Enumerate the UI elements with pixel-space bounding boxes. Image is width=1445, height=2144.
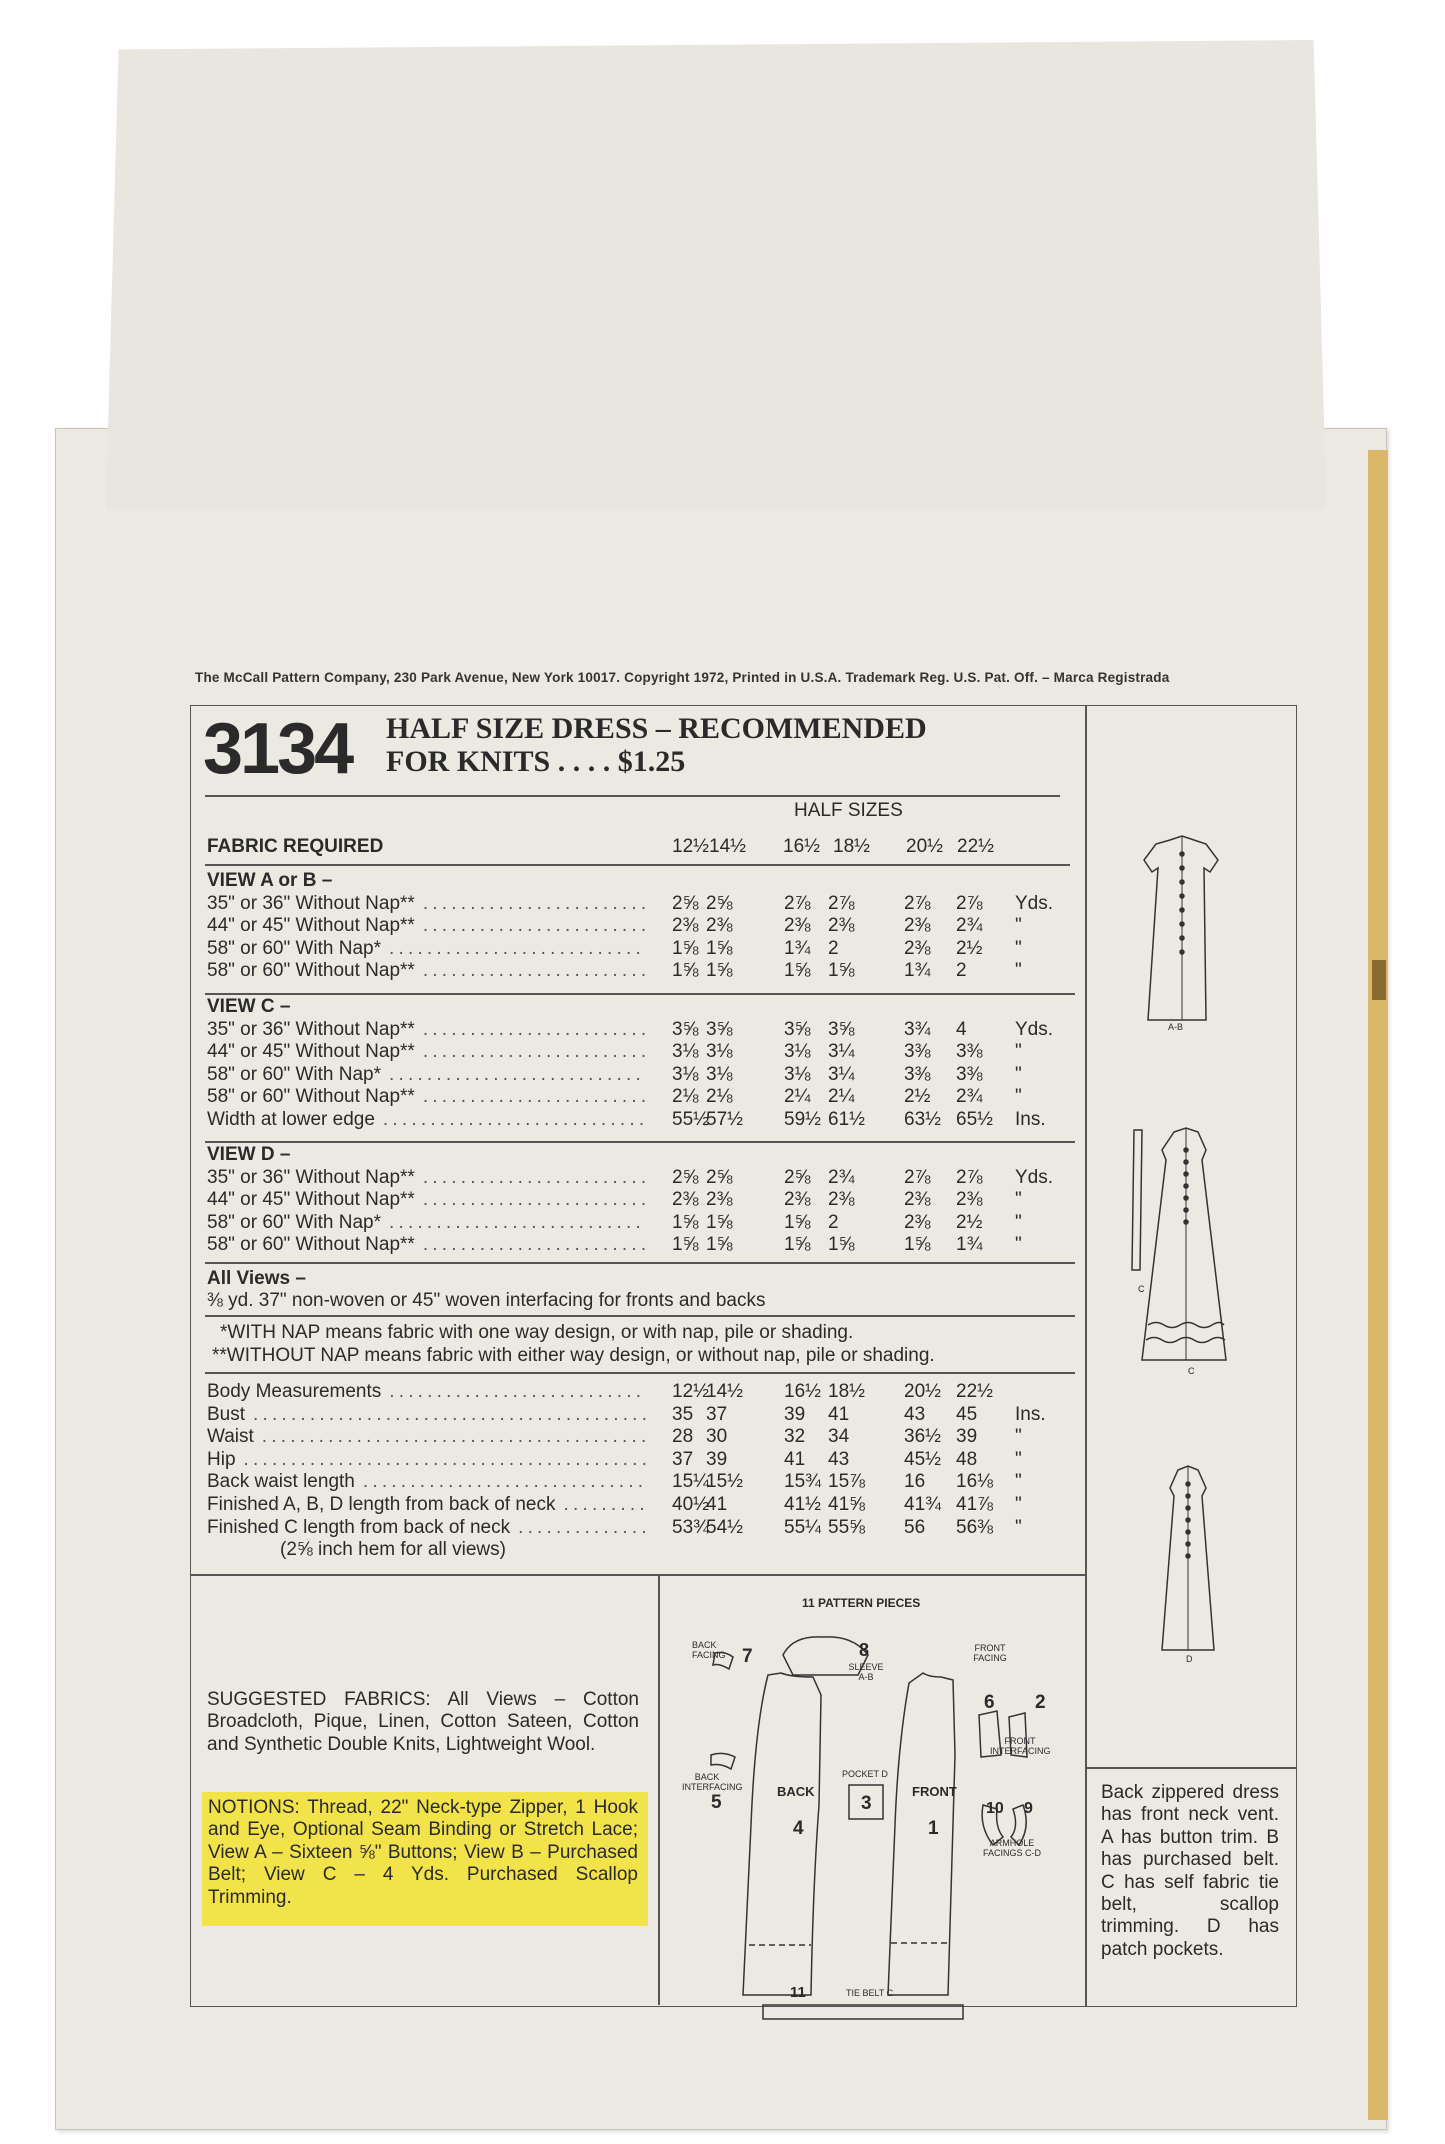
table-row-label: 58" or 60" With Nap* (207, 1063, 382, 1085)
leader-dots: ............................ (382, 1109, 649, 1130)
table-unit: " (1015, 1041, 1022, 1063)
dress-views-drawing (1090, 820, 1290, 1880)
size-header-cell: 12½ (672, 836, 709, 857)
table-unit: " (1015, 1189, 1022, 1211)
table-unit: " (1015, 1448, 1022, 1470)
table-cell: 34 (828, 1426, 850, 1448)
fabric-required-label: FABRIC REQUIRED (207, 836, 384, 857)
view-c-belt (1132, 1130, 1142, 1270)
back-facing-number: 7 (742, 1646, 753, 1667)
leader-dots: ........................... (389, 1381, 646, 1402)
table-cell: 2⅝ (706, 892, 733, 914)
table-row-label: Width at lower edge (207, 1109, 375, 1130)
leader-dots: ........................... (389, 1211, 645, 1233)
table-row-label: 44" or 45" Without Nap** (207, 1041, 415, 1063)
table-cell: 2⅜ (706, 915, 733, 937)
table-cell: 1⅝ (672, 937, 699, 959)
table-cell: 55½ (672, 1109, 709, 1130)
table-cell: 41¾ (904, 1494, 941, 1515)
table-cell: 2¼ (784, 1086, 811, 1108)
table-cell: 22½ (956, 1381, 993, 1402)
table-cell: 12½ (672, 1381, 709, 1402)
table-cell: 2 (828, 1211, 839, 1233)
table-cell: 2⅜ (784, 915, 811, 937)
table-divider (205, 1372, 1075, 1374)
leader-dots: ........................... (389, 1063, 645, 1085)
table-unit: Ins. (1015, 1403, 1046, 1425)
table-cell: 43 (828, 1448, 850, 1470)
leader-dots: .......................................... (253, 1403, 652, 1425)
table-cell: 2⅜ (828, 915, 855, 937)
table-cell: 2⅝ (672, 1166, 699, 1188)
table-unit: " (1015, 960, 1022, 982)
table-cell: 1⅝ (706, 1211, 733, 1233)
table-row-label: Finished A, B, D length from back of neck (207, 1494, 556, 1515)
table-cell: 3⅝ (706, 1018, 733, 1040)
size-header-cell: 16½ (783, 836, 820, 857)
table-row-label: Bust (207, 1403, 246, 1425)
leader-dots: ......................................... (261, 1426, 651, 1448)
tie-belt-number: 11 (790, 1984, 806, 2001)
view-c-dress (1142, 1128, 1226, 1360)
table-cell: 3⅝ (672, 1018, 699, 1040)
table-row-label: Back waist length (207, 1471, 355, 1493)
all-views-text: ⅜ yd. 37" non-woven or 45" woven interfacing for fronts and backs (207, 1290, 766, 1311)
view-c-belt-label: C (1138, 1284, 1145, 1294)
envelope-side-mark (1372, 960, 1386, 1000)
table-cell: 3⅛ (672, 1041, 699, 1063)
front-facing-number-6: 6 (984, 1692, 995, 1713)
table-unit: " (1015, 1471, 1022, 1493)
table-row-label: Hip (207, 1448, 236, 1470)
sleeve-number: 8 (859, 1640, 870, 1660)
table-cell: 3⅛ (706, 1063, 733, 1085)
table-cell: 3¾ (904, 1018, 931, 1040)
back-facing-label: BACK FACING (692, 1640, 726, 1660)
table-cell: 1⅝ (672, 960, 699, 982)
table-unit: " (1015, 1516, 1022, 1538)
front-number: 1 (928, 1818, 939, 1839)
table-cell: 18½ (828, 1381, 865, 1402)
table-cell: 2⅝ (784, 1166, 811, 1188)
back-interfacing-piece (711, 1753, 735, 1769)
notions: NOTIONS: Thread, 22" Neck-type Zipper, 1 Hook and Eye, Optional Seam Binding or Stretch Lace; View A – Sixteen ⅝" Buttons; View B – Purchased Belt; View C – 4 Yds. Purchased Scallop Trimming. (208, 1797, 638, 1908)
table-cell: 41⅝ (828, 1494, 865, 1515)
table-cell: 16⅛ (956, 1471, 993, 1493)
table-cell: 2⅞ (956, 1166, 983, 1188)
table-cell: 2⅞ (904, 892, 931, 914)
table-cell: 56 (904, 1516, 926, 1538)
view-d-label: D (1186, 1654, 1193, 1664)
table-unit: " (1015, 1086, 1022, 1108)
bottom-section-divider (190, 1574, 1085, 1576)
table-cell: 3⅝ (828, 1018, 855, 1040)
table-cell: 2¾ (956, 915, 983, 937)
table-cell: 2⅜ (956, 1189, 983, 1211)
table-cell: 39 (956, 1426, 978, 1448)
title-underline (205, 795, 1060, 797)
table-cell: 54½ (706, 1516, 743, 1538)
back-interfacing-number: 5 (711, 1792, 722, 1813)
back-piece (743, 1673, 821, 1995)
table-row-label: 58" or 60" Without Nap** (207, 1234, 415, 1256)
table-cell: 2⅞ (784, 892, 811, 914)
table-cell: 45½ (904, 1448, 941, 1470)
table-cell: 45 (956, 1403, 978, 1425)
leader-dots: ........................ (422, 1189, 651, 1211)
table-cell: 36½ (904, 1426, 941, 1448)
table-row-label: 35" or 36" Without Nap** (207, 892, 415, 914)
table-cell: 48 (956, 1448, 978, 1470)
pocket-number: 3 (861, 1793, 872, 1814)
leader-dots: .............. (518, 1516, 651, 1538)
back-label: BACK (777, 1784, 815, 1799)
table-cell: 1⅝ (784, 960, 811, 982)
armhole-label: ARMHOLE FACINGS C-D (982, 1838, 1041, 1858)
pattern-title (386, 712, 927, 778)
table-cell: 1⅝ (828, 960, 855, 982)
table-cell: 2⅛ (706, 1086, 733, 1108)
table-cell: 1¾ (904, 960, 931, 982)
table-unit: Yds. (1015, 892, 1054, 914)
table-row-label: 44" or 45" Without Nap** (207, 1189, 415, 1211)
table-row-label: 35" or 36" Without Nap** (207, 1018, 415, 1040)
table-cell: 2⅜ (828, 1189, 855, 1211)
table-cell: 41⅞ (956, 1494, 993, 1515)
table-cell: 2⅞ (828, 892, 855, 914)
leader-dots: ........................ (422, 960, 651, 982)
table-row-label: 35" or 36" Without Nap** (207, 1166, 415, 1188)
without-nap-note: **WITHOUT NAP means fabric with either way design, or without nap, pile or shading. (212, 1345, 935, 1366)
table-cell: 3⅛ (672, 1063, 699, 1085)
table-cell: 41 (784, 1448, 806, 1470)
table-cell: 2¼ (828, 1086, 855, 1108)
table-unit: Yds. (1015, 1166, 1054, 1188)
hem-note: (2⅝ inch hem for all views) (280, 1539, 506, 1561)
table-cell: 15⅞ (828, 1471, 865, 1493)
size-header-cell: 22½ (957, 836, 994, 857)
size-header-cell: 18½ (833, 836, 870, 857)
title-line-2: FOR KNITS . . . . $1.25 (386, 745, 686, 778)
view-c-label: C (1188, 1366, 1195, 1376)
table-cell: 3⅜ (956, 1041, 983, 1063)
table-cell: 2⅜ (904, 1189, 931, 1211)
table-cell: 1⅝ (706, 937, 733, 959)
table-cell: 61½ (828, 1109, 865, 1130)
table-divider (205, 1141, 1075, 1143)
table-cell: 1¾ (784, 937, 811, 959)
table-cell: 3¼ (828, 1041, 855, 1063)
envelope-flap (80, 40, 1365, 510)
view-ab-dress (1144, 836, 1218, 1020)
front-piece (888, 1673, 955, 1995)
table-cell: 1⅝ (904, 1234, 931, 1256)
table-cell: 3⅜ (956, 1063, 983, 1085)
table-cell: 43 (904, 1403, 926, 1425)
table-cell: 55⅝ (828, 1516, 865, 1538)
table-cell: 2⅝ (706, 1166, 733, 1188)
table-cell: 35 (672, 1403, 694, 1425)
table-cell: 16 (904, 1471, 926, 1493)
table-cell: 1⅝ (784, 1234, 811, 1256)
leader-dots: ........................................... (243, 1448, 652, 1470)
table-row-label: Body Measurements (207, 1381, 382, 1402)
table-cell: 2⅜ (904, 937, 931, 959)
table-cell: 14½ (706, 1381, 743, 1402)
table-row-label: 58" or 60" Without Nap** (207, 1086, 415, 1108)
table-row-label: 58" or 60" Without Nap** (207, 960, 415, 982)
table-cell: 16½ (784, 1381, 821, 1402)
table-cell: 15½ (706, 1471, 743, 1493)
leader-dots: ........................ (422, 1041, 651, 1063)
table-cell: 41 (706, 1494, 728, 1515)
table-cell: 2⅞ (904, 1166, 931, 1188)
table-cell: 2⅝ (672, 892, 699, 914)
back-interfacing-label: BACK INTERFACING (682, 1772, 743, 1792)
table-cell: 2⅜ (706, 1189, 733, 1211)
leader-dots: ........................ (422, 892, 651, 914)
table-cell: 2⅞ (956, 892, 983, 914)
leader-dots: ........................... (389, 937, 645, 959)
table-cell: 2⅜ (672, 1189, 699, 1211)
table-cell: 3¼ (828, 1063, 855, 1085)
leader-dots: ........................ (422, 1234, 651, 1256)
table-cell: 41½ (784, 1494, 821, 1515)
table-cell: 2 (956, 960, 967, 982)
table-cell: 40½ (672, 1494, 709, 1515)
table-cell: 4 (956, 1018, 967, 1040)
table-cell: 56⅜ (956, 1516, 993, 1538)
table-cell: 2½ (904, 1086, 931, 1108)
tie-belt-label: TIE BELT C (846, 1988, 894, 1998)
armhole-number-10: 10 (986, 1800, 1004, 1817)
table-cell: 3⅜ (904, 1063, 931, 1085)
front-facing-label: FRONT FACING (973, 1643, 1007, 1663)
back-number: 4 (793, 1818, 804, 1839)
table-cell: 2½ (956, 1211, 983, 1233)
table-unit: " (1015, 1494, 1022, 1515)
leader-dots: .............................. (362, 1471, 648, 1493)
table-cell: 2¾ (828, 1166, 855, 1188)
size-header-cell: 20½ (906, 836, 943, 857)
table-cell: 3⅛ (784, 1063, 811, 1085)
table-cell: 53¾ (672, 1516, 709, 1538)
table-cell: 2⅛ (672, 1086, 699, 1108)
all-views-heading: All Views – (207, 1268, 306, 1289)
leader-dots: ......... (563, 1494, 649, 1515)
table-unit: " (1015, 1211, 1022, 1233)
leader-dots: ........................ (422, 1086, 651, 1108)
pattern-pieces-heading: 11 PATTERN PIECES (802, 1596, 921, 1610)
table-divider (205, 1262, 1075, 1264)
table-cell: 3⅛ (784, 1041, 811, 1063)
table-unit: " (1015, 937, 1022, 959)
table-cell: 59½ (784, 1109, 821, 1130)
table-row-label: 44" or 45" Without Nap** (207, 915, 415, 937)
section-heading: VIEW D – (207, 1144, 291, 1165)
table-cell: 1⅝ (706, 960, 733, 982)
leader-dots: ........................ (422, 1018, 651, 1040)
view-ab-label: A-B (1168, 1022, 1184, 1032)
table-cell: 1⅝ (828, 1234, 855, 1256)
leader-dots: ........................ (422, 1166, 651, 1188)
table-divider (205, 1315, 1075, 1317)
table-unit: " (1015, 915, 1022, 937)
table-cell: 2½ (956, 937, 983, 959)
table-cell: 20½ (904, 1381, 941, 1402)
table-cell: 1⅝ (706, 1234, 733, 1256)
section-heading: VIEW A or B – (207, 870, 333, 891)
table-row-label: Waist (207, 1426, 254, 1448)
table-cell: 37 (706, 1403, 728, 1425)
table-cell: 30 (706, 1426, 728, 1448)
table-cell: 1⅝ (672, 1234, 699, 1256)
view-d-dress (1162, 1466, 1214, 1650)
with-nap-note: *WITH NAP means fabric with one way design, or with nap, pile or shading. (220, 1322, 854, 1343)
company-line: The McCall Pattern Company, 230 Park Avenue, New York 10017. Copyright 1972, Printed in U.S.A. Trademark Reg. U.S. Pat. Off. – Marca Registrada (195, 670, 1170, 685)
table-cell: 1¾ (956, 1234, 983, 1256)
table-cell: 15¼ (672, 1471, 709, 1493)
table-cell: 3⅜ (904, 1041, 931, 1063)
sizes-underline (205, 864, 1070, 866)
table-cell: 2⅜ (672, 915, 699, 937)
front-interfacing-label: FRONT INTERFACING (990, 1736, 1051, 1756)
table-cell: 41 (828, 1403, 850, 1425)
table-row-label: 58" or 60" With Nap* (207, 1211, 382, 1233)
table-cell: 3⅛ (706, 1041, 733, 1063)
table-cell: 1⅝ (784, 1211, 811, 1233)
table-unit: Yds. (1015, 1018, 1054, 1040)
views-description: Back zippered dress has front neck vent. A has button trim. B has purchased belt. C has self fabric tie belt, scallop trimming. D has patch pockets. (1101, 1782, 1279, 1960)
pocket-label: POCKET D (842, 1769, 888, 1779)
pattern-number: 3134 (203, 709, 352, 789)
table-cell: 39 (784, 1403, 806, 1425)
table-unit: " (1015, 1234, 1022, 1256)
table-unit: " (1015, 1063, 1022, 1085)
table-cell: 32 (784, 1426, 806, 1448)
table-cell: 15¾ (784, 1471, 821, 1493)
table-cell: 2⅜ (904, 1211, 931, 1233)
table-cell: 2⅜ (784, 1189, 811, 1211)
table-cell: 2⅜ (904, 915, 931, 937)
table-cell: 2¾ (956, 1086, 983, 1108)
table-cell: 57½ (706, 1109, 743, 1130)
table-cell: 1⅝ (672, 1211, 699, 1233)
leader-dots: ........................ (422, 915, 651, 937)
envelope-yellow-edge (1368, 450, 1388, 2120)
size-header-cell: 14½ (709, 836, 746, 857)
table-cell: 3⅝ (784, 1018, 811, 1040)
table-row-label: 58" or 60" With Nap* (207, 937, 382, 959)
section-heading: VIEW C – (207, 996, 291, 1017)
pieces-vertical-divider (658, 1575, 660, 2005)
half-sizes-heading: HALF SIZES (794, 800, 903, 821)
tie-belt-piece (763, 2005, 963, 2019)
table-divider (205, 993, 1075, 995)
table-unit: Ins. (1015, 1109, 1046, 1130)
title-line-1: HALF SIZE DRESS – RECOMMENDED (386, 712, 927, 745)
table-cell: 63½ (904, 1109, 941, 1130)
table-cell: 2 (828, 937, 839, 959)
table-cell: 65½ (956, 1109, 993, 1130)
front-label: FRONT (912, 1784, 957, 1799)
armhole-number-9: 9 (1024, 1800, 1033, 1817)
table-cell: 37 (672, 1448, 694, 1470)
table-unit: " (1015, 1426, 1022, 1448)
table-row-label: Finished C length from back of neck (207, 1516, 511, 1538)
table-cell: 55¼ (784, 1516, 821, 1538)
sleeve-label: SLEEVE A-B (848, 1662, 884, 1682)
table-cell: 28 (672, 1426, 694, 1448)
suggested-fabrics: SUGGESTED FABRICS: All Views – Cotton Broadcloth, Pique, Linen, Cotton Sateen, Cotton and Synthetic Double Knits, Lightweight Wool. (207, 1689, 639, 1755)
table-cell: 39 (706, 1448, 728, 1470)
front-facing-number-2: 2 (1035, 1692, 1046, 1713)
